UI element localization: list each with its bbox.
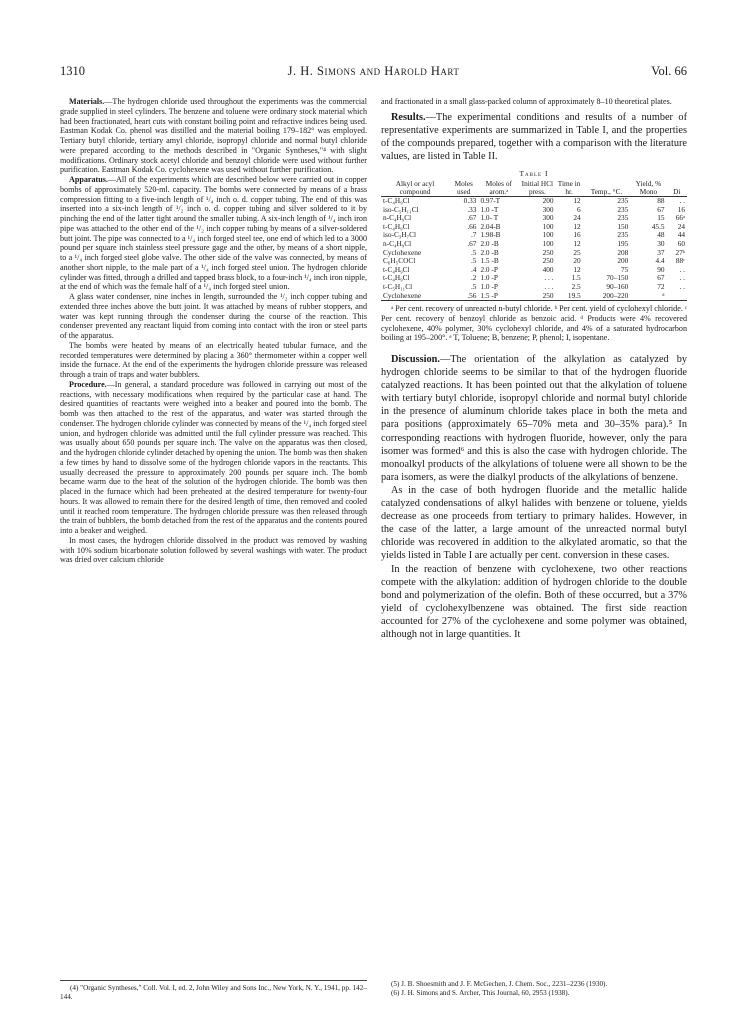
table-cell-compound: n-C₄H₉Cl <box>383 239 412 249</box>
table-cell-temp: 200 <box>617 256 629 266</box>
col-header-time: Time in hr. <box>556 180 583 197</box>
running-header <box>60 64 687 80</box>
table-cell-time: 12 <box>573 239 581 249</box>
table-cell-mono: 30 <box>657 239 665 249</box>
table-cell-compound: Cyclohexene <box>383 247 422 257</box>
footnotes-right <box>381 980 687 997</box>
table-cell-compound: Cyclohexene <box>381 292 449 301</box>
table-cell-mono: ᵈ <box>630 292 666 301</box>
table-cell-arom: 1.0- T <box>480 213 499 223</box>
col-header-compound: Alkyl or acyl compound <box>381 180 449 197</box>
table-cell-di: 44 <box>677 230 685 240</box>
table-cell-compound: t-C₄H₉Cl <box>383 264 410 274</box>
table-cell-arom: 2.04-B <box>480 221 501 231</box>
table-cell-moles: .5 <box>470 247 477 257</box>
table-cell-mono: 72 <box>657 282 665 292</box>
table-cell-di: 16 <box>677 204 685 214</box>
table-cell-temp: 235 <box>617 196 629 206</box>
table-cell-pressure: 300 <box>542 213 554 223</box>
table-cell-arom: 2.0 -B <box>480 247 499 257</box>
footnote-rule <box>60 980 367 981</box>
table-cell-pressure: 250 <box>542 247 554 257</box>
table-cell-time: 1.5 <box>571 273 581 283</box>
table-cell-time: 24 <box>573 213 581 223</box>
table-cell-compound: t-C₄H₉Cl <box>383 196 410 206</box>
table-cell-arom: 1.0 -T <box>480 204 499 214</box>
apparatus-paragraph <box>60 175 367 292</box>
results-paragraph <box>381 111 687 163</box>
table-cell-time: 12 <box>573 221 581 231</box>
col-header-mono: Yield, % Mono <box>630 180 666 197</box>
col-header-pressure: Initial HCl press. <box>519 180 555 197</box>
table-cell-moles: .33 <box>467 204 477 214</box>
table-cell-moles: .67 <box>467 239 477 249</box>
table-cell-compound: C₆H₅COCl <box>383 256 416 266</box>
table-cell-di: . . <box>679 264 685 274</box>
table-cell-pressure: 250 <box>519 292 555 301</box>
continuation-paragraph: and fractionated in a small glass-packed column of approximately 8–10 theoretical plates. <box>381 97 672 106</box>
col-header-arom: Moles of arom.ᵃ <box>478 180 519 197</box>
table-cell-temp: 90–160 <box>606 282 629 292</box>
table-cell-pressure: 250 <box>542 256 554 266</box>
table-cell-pressure: 300 <box>542 204 554 214</box>
table-cell-temp: 235 <box>617 230 629 240</box>
table-cell-temp: 208 <box>617 247 629 257</box>
table-footnotes: ᵃ Per cent. recovery of unreacted n-butyl chloride. ᵇ Per cent. yield of cyclohexyl chloride. ᶜ Per cent. recovery of benzoyl chloride as benzoic acid. ᵈ Products were 4% recovered cyclohexene, 40% polymer, 30% cyclohexyl chloride, and 4% of a saturated hydrocarbon boiling at 195–200°. ᵉ T, Toluene; B, benzene; P, phenol; I, isopentane. <box>381 304 687 343</box>
workup-paragraph: In most cases, the hydrogen chloride dissolved in the product was removed by washing with 10% sodium bicarbonate solution followed by several washings with water. The product was dried over calcium chloride <box>60 535 367 565</box>
right-column <box>381 97 687 641</box>
table-cell-moles: .66 <box>467 221 477 231</box>
table-cell-arom: 2.0 -P <box>480 264 498 274</box>
table-row <box>381 231 687 240</box>
table-cell-time: 20 <box>573 256 581 266</box>
materials-text: —The hydrogen chloride used throughout the experiments was the commercial grade supplied in steel cylinders. The benzene and toluene were ordinary stock material which had been fractionated, heart cuts with constant boiling point and refractive indices being used. Eastman Kodak Co. phenol was distilled and the material boiling 179–182° was employed. Tertiary butyl chloride, tertiary amyl chloride, isopropyl chloride and normal butyl chloride were prepared according to the methods described in "Organic Syntheses,"⁴ with slight modifications. Ordinary stock acetyl chloride and benzoyl chloride were used without further purification. Eastman Kodak Co. cyclohexene was used without further purification. <box>60 97 367 175</box>
table-cell-di: 66ᵃ <box>675 213 685 223</box>
table-cell-pressure: 400 <box>542 264 554 274</box>
table-cell-time: 2.5 <box>571 282 581 292</box>
table-cell-temp: 150 <box>617 221 629 231</box>
footnote-5: (5) J. B. Shoesmith and J. F. McGechen, J. Chem. Soc., 2231–2236 (1930). <box>391 980 608 988</box>
discussion-paragraph-1 <box>381 353 687 484</box>
table-cell-mono: 67 <box>657 204 665 214</box>
table-cell-arom: 1.0 -P <box>480 273 498 283</box>
condenser-paragraph: A glass water condenser, nine inches in length, surrounded the ¹/₂ inch copper tubing and extended three inches above the butt joint. It was attached by means of rubber stoppers, and water was kept running through the condenser during the course of the reaction. This condenser prevented any reactant liquid from coming into contact with the iron or steel parts of the apparatus. <box>60 292 367 340</box>
table-cell-di <box>667 292 687 301</box>
table-row <box>381 266 687 275</box>
footnote-6: (6) J. H. Simons and S. Archer, This Journal, 60, 2953 (1938). <box>391 988 570 997</box>
col-header-di: Di <box>667 180 687 197</box>
procedure-paragraph <box>60 380 367 536</box>
table-cell-moles: .7 <box>470 230 477 240</box>
discussion-heading: Discussion. <box>391 354 440 366</box>
discussion-paragraph-2: As in the case of both hydrogen fluoride and the metallic halide catalyzed condensations of alkyl halides with benzene or toluene, yields decrease as one proceeds from tertiary to primary halides. However, in the case of the latter, a large amount of the unreacted normal butyl chloride was recovered in addition to the alkylated aromatic, so that the yields listed in Table I are actually per cent. conversion in these cases. <box>381 484 687 562</box>
table-cell-compound: t-C₄H₉Cl <box>383 221 410 231</box>
table-cell-temp: 75 <box>621 264 629 274</box>
discussion-paragraph-3: In the reaction of benzene with cyclohexene, two other reactions compete with the alkylation: addition of hydrogen chloride to the double bond and polymerization of the olefin. Both of these occurred, but a 37% yield of cyclohexylbenzene was obtained. The first side reaction accounted for 27% of the cyclohexene and some polymer was obtained, although not in large quantities. It <box>381 563 687 640</box>
table-cell-pressure: . . . <box>544 273 554 283</box>
table-cell-mono: 15 <box>657 213 665 223</box>
table-row <box>381 240 687 249</box>
table-cell-pressure: 200 <box>542 196 554 206</box>
col-header-temp: Temp., °C. <box>583 180 631 197</box>
table-cell-arom: 1.5 -P <box>478 292 519 301</box>
table-row <box>381 292 687 301</box>
table-cell-moles: .4 <box>470 264 477 274</box>
table-cell-arom: 1.5 -B <box>480 256 499 266</box>
table-cell-compound: t-C₄H₉Cl <box>383 273 410 283</box>
table-cell-moles: .2 <box>470 273 477 283</box>
table-row <box>381 257 687 266</box>
table-cell-mono: 48 <box>657 230 665 240</box>
table-cell-arom: 2.0 -B <box>480 239 499 249</box>
table-cell-temp: 235 <box>617 213 629 223</box>
table-row <box>381 197 687 206</box>
procedure-text: —In general, a standard procedure was followed in carrying out most of the reactions, with necessary modifications when required by the particular case at hand. The desired quantities of reactants were weighed into a beaker and poured into the bomb. The bomb was then attached to the rest of the apparatus, and water was started through the condenser. The hydrogen chloride cylinder was connected by means of the ¹/₄ inch forged steel union, and hydrogen chloride was admitted until the full cylinder pressure was reached. This was usually about 650 pounds per square inch. The valve on the apparatus was then closed, and the hydrogen chloride cylinder detached by opening the union. The bomb was then shaken a few times by hand to dissolve some of the hydrogen chloride vapors in the reactants. This usually decreased the pressure to approximately 200 pounds per square inch. The bomb became warm due to the heat of the solution of the hydrogen chloride. The bomb was then placed in the furnace which had been preheated at the desired temperature for twenty-four hours. It was allowed to remain there for the desired length of time, then removed and cooled until it reached room temperature. The hydrogen chloride pressure was then released through the train of bubblers, the bomb detached from the rest of the apparatus and the contents poured into a beaker and weighed. <box>60 379 367 535</box>
table-cell-mono: 90 <box>657 264 665 274</box>
table-cell-pressure: 100 <box>542 239 554 249</box>
table-cell-arom: 1.98-B <box>480 230 501 240</box>
table-cell-di: . . <box>679 273 685 283</box>
table-cell-temp: 200–220 <box>583 292 631 301</box>
table-row <box>381 274 687 283</box>
materials-paragraph <box>60 97 367 175</box>
table-cell-time: 19.5 <box>556 292 583 301</box>
left-column <box>60 97 367 565</box>
data-table <box>381 180 687 301</box>
table-cell-compound: iso-C₅H₁₁Cl <box>383 204 419 214</box>
table-cell-temp: 195 <box>617 239 629 249</box>
table-row <box>381 223 687 232</box>
table-cell-compound: n-C₄H₉Cl <box>383 213 412 223</box>
table-cell-mono: 37 <box>657 247 665 257</box>
table-caption: Table I <box>519 169 549 179</box>
table-cell-time: 12 <box>573 264 581 274</box>
table-row <box>381 206 687 215</box>
table-cell-arom: 1.0 -P <box>480 282 498 292</box>
results-text: —The experimental conditions and results of a number of representative experiments are summarized in Table I, and the properties of the compounds prepared, together with a comparison with the literature values, are listed in Table II. <box>381 111 687 162</box>
table-notes <box>381 304 687 343</box>
discussion-text-1: —The orientation of the alkylation as catalyzed by hydrogen chloride seems to be similar to that of the hydrogen fluoride catalyzed reactions. It has been pointed out that the alkylation of toluene with tertiary butyl chloride, isopropyl chloride and normal butyl chloride in the presence of aluminum chloride takes place in both the meta and para positions (approximately 65–70% meta and 30–35% para).⁵ In corresponding reactions with hydrogen fluoride, however, only the para isomer was formed⁶ and this is also the case with hydrogen chloride. The monoalkyl products of the alkylations of toluene were all shown to be the para isomers, as were the dialkyl products of the alkylations of benzene. <box>381 354 687 483</box>
col-header-moles: Moles used <box>449 180 478 197</box>
table-cell-arom: 0.97-T <box>480 196 501 206</box>
results-heading: Results. <box>391 111 426 123</box>
table-cell-temp: 70–150 <box>606 273 629 283</box>
table-cell-moles: .5 <box>470 282 477 292</box>
table-cell-mono: 88 <box>657 196 665 206</box>
page-number: 1310 <box>60 64 85 78</box>
table-cell-moles: 0.33 <box>463 196 477 206</box>
table-cell-di: 88ᶜ <box>675 256 685 266</box>
table-cell-di: . . <box>679 196 685 206</box>
table-cell-di: . . <box>679 282 685 292</box>
table-cell-di: 27ᵇ <box>675 247 685 257</box>
table-cell-time: 6 <box>577 204 581 214</box>
table-row <box>381 214 687 223</box>
table-cell-di: 24 <box>677 221 685 231</box>
table-cell-moles: .56 <box>449 292 478 301</box>
apparatus-text: —All of the experiments which are described below were carried out in copper bombs of approximately 520-ml. capacity. The bombs were connected by means of a brass compression fitting to a five-inch length of ¹/₄ inch o. d. copper tubing. The end of this was inserted into a six-inch length of ¹/₂ inch o. d. copper tubing and silver soldered to it by pinching the end of the latter tight around the smaller tubing. A six-inch length of ¹/₄ inch iron pipe was attached to the other end of the ¹/₂ inch copper tubing by means of a silver-soldered butt joint. The pipe was connected to a ¹/₄ inch forged steel tee, one end of which led to a 3000 pound per square inch stainless steel pressure gage and the other, by means of a short nipple, to a ¹/₄ inch forged steel globe valve. The other side of the valve was connected, by means of another short nipple, to the male part of a ¹/₄ inch forged steel union. The hydrogen chloride cylinder was fitted, through a drilled and tapped brass block, to a four-inch ¹/₄ inch iron nipple, at the end of which was the female half of a ¹/₄ inch forged steel union. <box>60 175 367 292</box>
table-cell-pressure: . . . <box>544 282 554 292</box>
table-cell-mono: 67 <box>657 273 665 283</box>
table-row <box>381 249 687 258</box>
heating-paragraph: The bombs were heated by means of an electrically heated tubular furnace, and the recorded temperatures were determined by placing a 360° thermometer within a copper well inside the furnace. At the end of the experiments the hydrogen chloride pressure was released through a train of traps and water bubblers. <box>60 340 367 379</box>
table-cell-di: 60 <box>677 239 685 249</box>
table-cell-time: 12 <box>573 196 581 206</box>
volume-label: Vol. 66 <box>651 64 687 78</box>
table-cell-compound: iso-C₃H₇Cl <box>383 230 417 240</box>
materials-heading: Materials. <box>69 97 105 106</box>
table-cell-temp: 235 <box>617 204 629 214</box>
table-cell-time: 16 <box>573 230 581 240</box>
table-cell-pressure: 100 <box>542 230 554 240</box>
apparatus-heading: Apparatus. <box>69 175 108 184</box>
footnote-4: (4) "Organic Syntheses," Coll. Vol. I, ed. 2, John Wiley and Sons Inc., New York, N. Y., 1941, pp. 142–144. <box>60 984 367 1001</box>
table-cell-moles: .5 <box>470 256 477 266</box>
procedure-heading: Procedure. <box>69 379 107 389</box>
table-row <box>381 283 687 292</box>
footnotes-left <box>60 980 367 1001</box>
running-title: J. H. Simons and Harold Hart <box>287 64 460 78</box>
table-cell-moles: .67 <box>467 213 477 223</box>
table-cell-time: 25 <box>573 247 581 257</box>
table-cell-mono: 4.4 <box>655 256 665 266</box>
table-cell-pressure: 100 <box>542 221 554 231</box>
table-cell-compound: t-C₅H₁₁Cl <box>383 282 413 292</box>
table-cell-mono: 45.5 <box>651 221 665 231</box>
